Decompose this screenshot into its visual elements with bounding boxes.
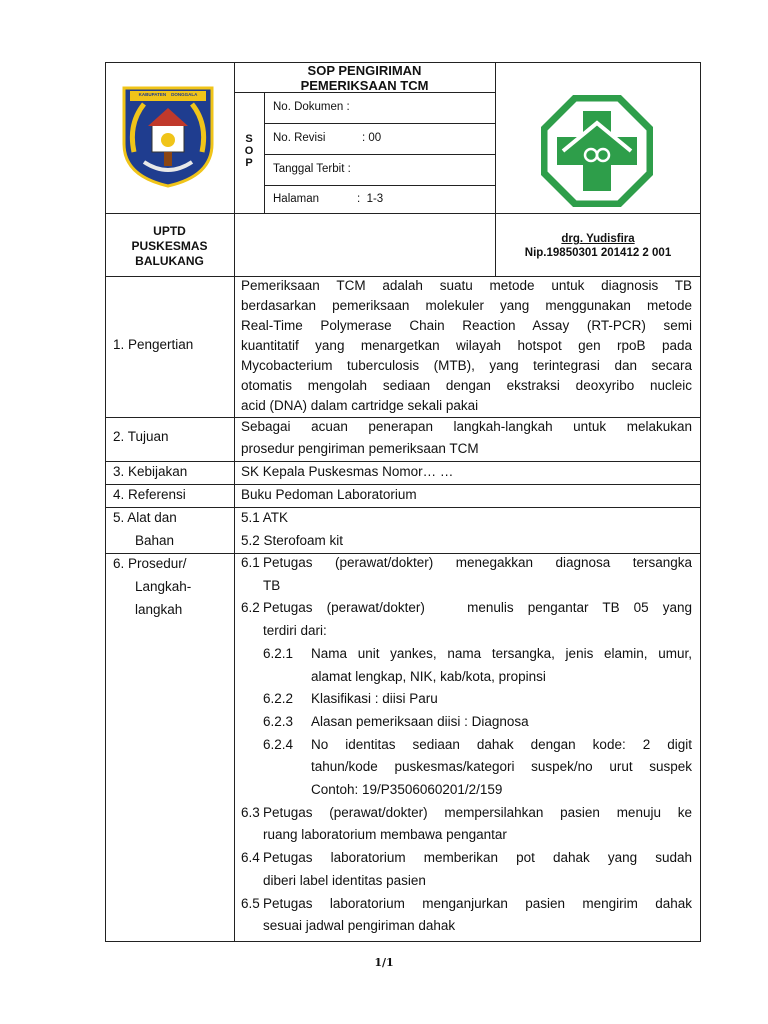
alat-list: 5.1 ATK 5.2 Sterofoam kit <box>241 510 344 548</box>
label-tujuan: 2. Tujuan <box>113 429 169 444</box>
col-line <box>264 92 265 213</box>
row-line <box>105 213 701 214</box>
prosedur-list <box>241 552 692 938</box>
step-6-2-3: 6.2.3 Alasan pemeriksaan diisi : Diagnosa <box>263 713 529 729</box>
step-6-5: 6.5 Petugas laboratorium menganjurkan pasien mengirim dahak sesuai jadwal pengiriman dahak <box>241 895 692 934</box>
step-6-2-4: 6.2.4 No identitas sediaan dahak dengan kode: 2 digit tahun/kode puskesmas/kategori suspek/no urut suspek Contoh: 19/P3506060201/2/159 <box>263 736 692 798</box>
sop-vertical-label: S O P <box>244 133 254 169</box>
pengertian-text: Pemeriksaan TCM adalah suatu metode untuk diagnosis TB berdasarkan pemeriksaan molekuler yang menggunakan metode Real-Time Polymerase Chain Reaction Assay (RT-PCR) semi kuantitatif yang menargetkan wilayah hotspot gen rpoB pada Mycobacterium tuberculosis (MTB), yang terintegrasi dan secara otomatis mengolah sediaan dengan ekstraksi deoxyribo nucleic acid (DNA) dalam cartridge sekali pakai <box>241 278 692 413</box>
tujuan-text: Sebagai acuan penerapan langkah-langkah untuk melakukan prosedur pengiriman pemeriksaan TCM <box>241 419 692 456</box>
row-line <box>105 507 701 508</box>
meta-terbit: Tanggal Terbit : <box>273 163 351 175</box>
meta-revisi: No. Revisi : 00 <box>273 132 382 144</box>
signer-nip: Nip.19850301 201412 2 001 <box>524 247 672 259</box>
meta-dokumen: No. Dokumen : <box>273 101 350 113</box>
meta-line <box>264 185 495 186</box>
label-kebijakan: 3. Kebijakan <box>113 464 188 479</box>
signer-name: drg. Yudisfira <box>561 233 635 245</box>
unit-name: UPTD PUSKESMAS BALUKANG <box>131 224 208 268</box>
meta-line <box>264 154 495 155</box>
doc-title-line1: SOP PENGIRIMAN <box>307 63 422 78</box>
left-emblem <box>118 82 218 188</box>
label-pengertian: 1. Pengertian <box>113 337 194 352</box>
col-line <box>234 62 235 942</box>
doc-title <box>234 62 495 93</box>
page-number: 1/1 <box>374 956 394 969</box>
meta-halaman: Halaman : 1-3 <box>273 193 384 205</box>
step-6-2-1: 6.2.1 Nama unit yankes, nama tersangka, jenis elamin, umur, alamat lengkap, NIK, kab/kota, propinsi <box>263 645 692 684</box>
label-alat: 5. Alat dan Bahan <box>113 510 177 548</box>
step-6-2-2: 6.2.2 Klasifikasi : diisi Paru <box>263 691 438 707</box>
step-6-1: 6.1 Petugas (perawat/dokter) menegakkan diagnosa tersangka TB <box>241 555 692 593</box>
meta-line <box>264 123 495 124</box>
doc-title-line2: PEMERIKSAAN TCM <box>300 78 429 93</box>
puskesmas-logo <box>541 95 653 207</box>
step-6-3: 6.3 Petugas (perawat/dokter) mempersilahkan pasien menuju ke ruang laboratorium membawa pengantar <box>241 804 692 843</box>
label-prosedur: 6. Prosedur/ Langkah- langkah <box>113 556 192 617</box>
signer <box>495 232 701 260</box>
step-6-2: 6.2 Petugas (perawat/dokter) menulis pengantar TB 05 yang terdiri dari: <box>241 600 692 639</box>
kebijakan-text: SK Kepala Puskesmas Nomor… … <box>241 464 454 479</box>
step-6-4: 6.4 Petugas laboratorium memberikan pot dahak yang sudah diberi label identitas pasien <box>241 850 692 888</box>
emblem-banner-text: KABUPATEN DONGGALA <box>138 92 198 97</box>
label-referensi: 4. Referensi <box>113 487 186 502</box>
referensi-text: Buku Pedoman Laboratorium <box>241 487 417 502</box>
